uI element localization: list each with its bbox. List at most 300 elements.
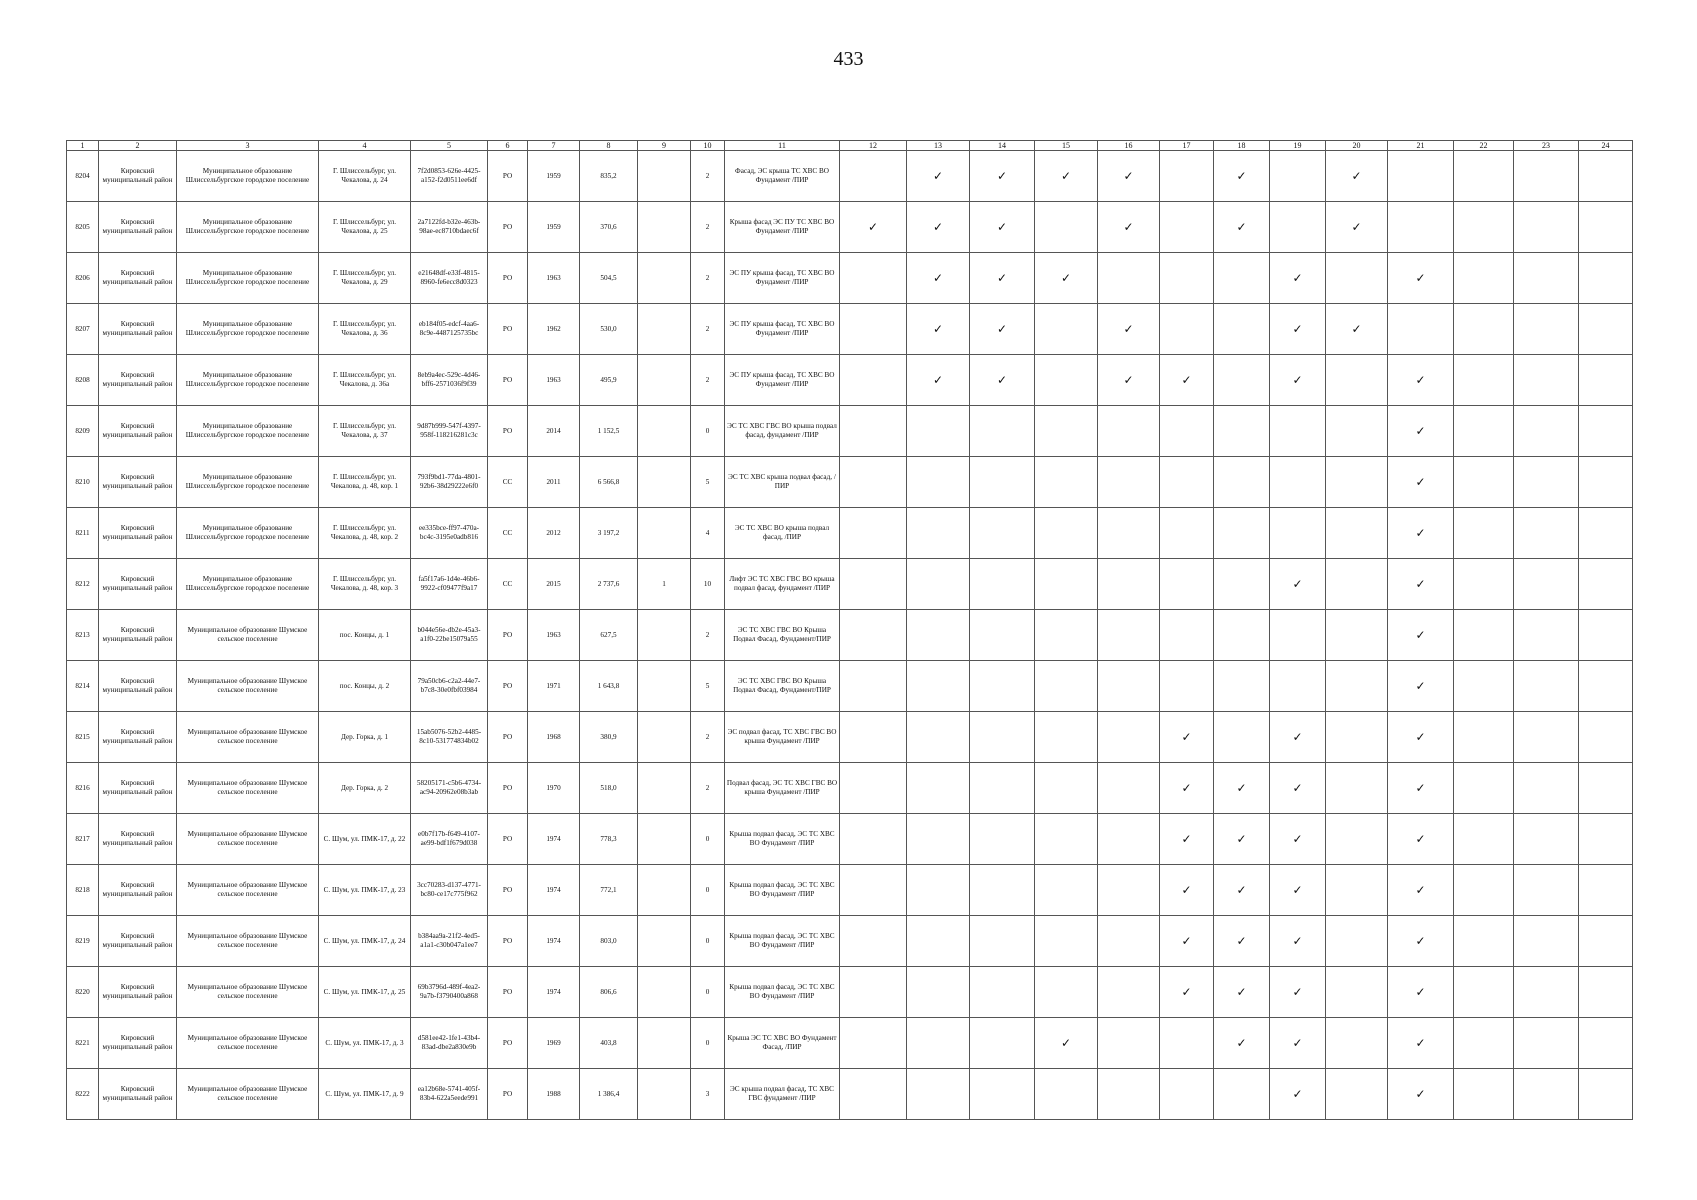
guid-cell: eb184f05-edcf-4aa6-8c9e-4487125735bc: [411, 304, 488, 355]
year-cell: 1968: [528, 712, 580, 763]
table-row: [67, 916, 1633, 967]
empty-cell: [1579, 355, 1633, 406]
district-cell: Кировский муниципальный район: [99, 916, 177, 967]
municipality-cell: Муниципальное образование Шлиссельбургское городское поселение: [177, 304, 319, 355]
empty-cell: [840, 865, 907, 916]
empty-cell: [1098, 406, 1160, 457]
check-mark-icon: ✓: [840, 202, 907, 253]
empty-cell: [1454, 610, 1514, 661]
col10-cell: 0: [691, 967, 725, 1018]
row-number: 8222: [67, 1069, 99, 1120]
col10-cell: 0: [691, 1018, 725, 1069]
table-row: [67, 661, 1633, 712]
col9-cell: [638, 814, 691, 865]
header-row: [67, 141, 1633, 151]
check-mark-icon: ✓: [1160, 865, 1214, 916]
col10-cell: 2: [691, 712, 725, 763]
col10-cell: 2: [691, 202, 725, 253]
check-mark-icon: ✓: [1098, 355, 1160, 406]
guid-cell: ea12b68e-5741-405f-83b4-622a5eede991: [411, 1069, 488, 1120]
municipality-cell: Муниципальное образование Шлиссельбургское городское поселение: [177, 559, 319, 610]
check-mark-icon: ✓: [1214, 202, 1270, 253]
row-number: 8214: [67, 661, 99, 712]
year-cell: 2012: [528, 508, 580, 559]
guid-cell: 793f9bd1-77da-4801-92b6-38d29222e6f0: [411, 457, 488, 508]
works-cell: ЭС ПУ крыша фасад, ТС ХВС ВО Фундамент /ПИР: [725, 253, 840, 304]
empty-cell: [1098, 253, 1160, 304]
works-cell: Крыша фасад ЭС ПУ ТС ХВС ВО Фундамент /ПИР: [725, 202, 840, 253]
empty-cell: [907, 814, 970, 865]
guid-cell: 69b3796d-489f-4ea2-9a7b-f3790400a868: [411, 967, 488, 1018]
year-cell: 1963: [528, 610, 580, 661]
table-row: [67, 559, 1633, 610]
empty-cell: [1326, 406, 1388, 457]
empty-cell: [1035, 508, 1098, 559]
col9-cell: [638, 406, 691, 457]
col10-cell: 2: [691, 355, 725, 406]
municipality-cell: Муниципальное образование Шлиссельбургское городское поселение: [177, 406, 319, 457]
empty-cell: [1035, 661, 1098, 712]
area-cell: 803,0: [580, 916, 638, 967]
empty-cell: [1214, 559, 1270, 610]
page-number: 433: [833, 48, 864, 70]
col9-cell: [638, 610, 691, 661]
table-row: [67, 610, 1633, 661]
check-mark-icon: ✓: [1160, 916, 1214, 967]
municipality-cell: Муниципальное образование Шумское сельское поселение: [177, 610, 319, 661]
column-header-6: 6: [488, 141, 528, 151]
year-cell: 1963: [528, 253, 580, 304]
empty-cell: [1326, 610, 1388, 661]
empty-cell: [1214, 1069, 1270, 1120]
empty-cell: [1514, 1018, 1579, 1069]
check-mark-icon: ✓: [1388, 1018, 1454, 1069]
district-cell: Кировский муниципальный район: [99, 355, 177, 406]
col9-cell: [638, 151, 691, 202]
empty-cell: [1514, 814, 1579, 865]
address-cell: С. Шум, ул. ПМК-17, д. 22: [319, 814, 411, 865]
column-header-5: 5: [411, 141, 488, 151]
col9-cell: [638, 355, 691, 406]
column-header-24: 24: [1579, 141, 1633, 151]
column-header-9: 9: [638, 141, 691, 151]
district-cell: Кировский муниципальный район: [99, 253, 177, 304]
empty-cell: [1098, 559, 1160, 610]
empty-cell: [1035, 814, 1098, 865]
empty-cell: [907, 916, 970, 967]
check-mark-icon: ✓: [970, 202, 1035, 253]
check-mark-icon: ✓: [1214, 967, 1270, 1018]
column-header-10: 10: [691, 141, 725, 151]
year-cell: 2011: [528, 457, 580, 508]
empty-cell: [1270, 457, 1326, 508]
empty-cell: [1579, 1018, 1633, 1069]
municipality-cell: Муниципальное образование Шлиссельбургское городское поселение: [177, 202, 319, 253]
empty-cell: [1514, 355, 1579, 406]
empty-cell: [1514, 304, 1579, 355]
empty-cell: [1326, 865, 1388, 916]
type-cell: РО: [488, 253, 528, 304]
empty-cell: [1270, 508, 1326, 559]
table-row: [67, 457, 1633, 508]
empty-cell: [1579, 967, 1633, 1018]
check-mark-icon: ✓: [1388, 457, 1454, 508]
municipality-cell: Муниципальное образование Шумское сельское поселение: [177, 967, 319, 1018]
empty-cell: [1514, 559, 1579, 610]
row-number: 8207: [67, 304, 99, 355]
empty-cell: [1270, 151, 1326, 202]
guid-cell: 8eb9a4ec-529c-4d46-bff6-2571036f9f39: [411, 355, 488, 406]
empty-cell: [1098, 967, 1160, 1018]
empty-cell: [1579, 559, 1633, 610]
empty-cell: [1160, 406, 1214, 457]
check-mark-icon: ✓: [1035, 253, 1098, 304]
works-cell: Крыша подвал фасад, ЭС ТС ХВС ВО Фундамент /ПИР: [725, 865, 840, 916]
empty-cell: [1098, 814, 1160, 865]
empty-cell: [1514, 763, 1579, 814]
empty-cell: [1214, 406, 1270, 457]
empty-cell: [1098, 508, 1160, 559]
municipality-cell: Муниципальное образование Шлиссельбургское городское поселение: [177, 151, 319, 202]
empty-cell: [840, 610, 907, 661]
empty-cell: [1579, 457, 1633, 508]
empty-cell: [840, 1018, 907, 1069]
district-cell: Кировский муниципальный район: [99, 967, 177, 1018]
empty-cell: [1160, 661, 1214, 712]
empty-cell: [1579, 610, 1633, 661]
empty-cell: [1035, 304, 1098, 355]
empty-cell: [1514, 457, 1579, 508]
check-mark-icon: ✓: [1388, 814, 1454, 865]
column-header-13: 13: [907, 141, 970, 151]
column-header-2: 2: [99, 141, 177, 151]
check-mark-icon: ✓: [1214, 763, 1270, 814]
municipality-cell: Муниципальное образование Шлиссельбургское городское поселение: [177, 508, 319, 559]
table-row: [67, 814, 1633, 865]
empty-cell: [1454, 916, 1514, 967]
empty-cell: [1035, 457, 1098, 508]
empty-cell: [1579, 406, 1633, 457]
row-number: 8220: [67, 967, 99, 1018]
district-cell: Кировский муниципальный район: [99, 151, 177, 202]
municipality-cell: Муниципальное образование Шумское сельское поселение: [177, 814, 319, 865]
empty-cell: [1454, 1069, 1514, 1120]
empty-cell: [1579, 763, 1633, 814]
column-header-23: 23: [1514, 141, 1579, 151]
check-mark-icon: ✓: [1160, 763, 1214, 814]
area-cell: 1 643,8: [580, 661, 638, 712]
empty-cell: [1098, 1018, 1160, 1069]
check-mark-icon: ✓: [1388, 763, 1454, 814]
empty-cell: [840, 457, 907, 508]
col10-cell: 0: [691, 865, 725, 916]
empty-cell: [1454, 304, 1514, 355]
check-mark-icon: ✓: [1270, 355, 1326, 406]
column-header-15: 15: [1035, 141, 1098, 151]
year-cell: 1963: [528, 355, 580, 406]
col10-cell: 0: [691, 814, 725, 865]
area-cell: 495,9: [580, 355, 638, 406]
works-cell: Крыша подвал фасад, ЭС ТС ХВС ВО Фундамент /ПИР: [725, 967, 840, 1018]
column-header-16: 16: [1098, 141, 1160, 151]
type-cell: РО: [488, 865, 528, 916]
area-cell: 772,1: [580, 865, 638, 916]
guid-cell: fa5f17a6-1d4e-46b6-9922-cf09477f9a17: [411, 559, 488, 610]
type-cell: РО: [488, 1018, 528, 1069]
empty-cell: [1270, 661, 1326, 712]
area-cell: 504,5: [580, 253, 638, 304]
empty-cell: [1214, 661, 1270, 712]
check-mark-icon: ✓: [1035, 1018, 1098, 1069]
column-header-21: 21: [1388, 141, 1454, 151]
works-cell: Фасад, ЭС крыша ТС ХВС ВО Фундамент /ПИР: [725, 151, 840, 202]
year-cell: 1974: [528, 865, 580, 916]
empty-cell: [1270, 610, 1326, 661]
row-number: 8206: [67, 253, 99, 304]
check-mark-icon: ✓: [1214, 1018, 1270, 1069]
column-header-18: 18: [1214, 141, 1270, 151]
empty-cell: [970, 916, 1035, 967]
empty-cell: [1270, 202, 1326, 253]
col9-cell: [638, 457, 691, 508]
check-mark-icon: ✓: [1098, 202, 1160, 253]
empty-cell: [970, 712, 1035, 763]
col9-cell: [638, 763, 691, 814]
district-cell: Кировский муниципальный район: [99, 1018, 177, 1069]
empty-cell: [1326, 559, 1388, 610]
check-mark-icon: ✓: [1326, 202, 1388, 253]
col9-cell: [638, 967, 691, 1018]
empty-cell: [1098, 865, 1160, 916]
guid-cell: d581ee42-1fe1-43b4-83ad-dbe2a830e9b: [411, 1018, 488, 1069]
area-cell: 2 737,6: [580, 559, 638, 610]
district-cell: Кировский муниципальный район: [99, 304, 177, 355]
empty-cell: [1514, 610, 1579, 661]
table-row: [67, 1069, 1633, 1120]
empty-cell: [840, 916, 907, 967]
empty-cell: [1326, 763, 1388, 814]
check-mark-icon: ✓: [1388, 610, 1454, 661]
table-row: [67, 967, 1633, 1018]
row-number: 8219: [67, 916, 99, 967]
empty-cell: [1160, 508, 1214, 559]
empty-cell: [970, 508, 1035, 559]
municipality-cell: Муниципальное образование Шумское сельское поселение: [177, 916, 319, 967]
table-row: [67, 202, 1633, 253]
column-header-19: 19: [1270, 141, 1326, 151]
table-row: [67, 1018, 1633, 1069]
empty-cell: [840, 814, 907, 865]
empty-cell: [1160, 253, 1214, 304]
table-row: [67, 865, 1633, 916]
address-cell: С. Шум, ул. ПМК-17, д. 3: [319, 1018, 411, 1069]
check-mark-icon: ✓: [1270, 967, 1326, 1018]
guid-cell: 7f2d0853-626e-4425-a152-f2d0511ee6df: [411, 151, 488, 202]
year-cell: 1974: [528, 814, 580, 865]
empty-cell: [1326, 355, 1388, 406]
guid-cell: ee335bce-ff97-470a-bc4c-3195e0adb816: [411, 508, 488, 559]
empty-cell: [1514, 712, 1579, 763]
empty-cell: [1326, 253, 1388, 304]
district-cell: Кировский муниципальный район: [99, 865, 177, 916]
address-cell: С. Шум, ул. ПМК-17, д. 9: [319, 1069, 411, 1120]
year-cell: 1962: [528, 304, 580, 355]
check-mark-icon: ✓: [1270, 253, 1326, 304]
empty-cell: [970, 1018, 1035, 1069]
empty-cell: [1098, 457, 1160, 508]
empty-cell: [1579, 712, 1633, 763]
column-header-12: 12: [840, 141, 907, 151]
column-header-11: 11: [725, 141, 840, 151]
row-number: 8213: [67, 610, 99, 661]
empty-cell: [1514, 865, 1579, 916]
empty-cell: [1454, 814, 1514, 865]
type-cell: РО: [488, 1069, 528, 1120]
empty-cell: [1035, 1069, 1098, 1120]
table-row: [67, 508, 1633, 559]
table-row: [67, 253, 1633, 304]
empty-cell: [1035, 712, 1098, 763]
works-cell: ЭС ТС ХВС крыша подвал фасад, /ПИР: [725, 457, 840, 508]
col9-cell: [638, 865, 691, 916]
check-mark-icon: ✓: [1388, 1069, 1454, 1120]
year-cell: 2014: [528, 406, 580, 457]
empty-cell: [1579, 151, 1633, 202]
type-cell: РО: [488, 151, 528, 202]
row-number: 8217: [67, 814, 99, 865]
year-cell: 2015: [528, 559, 580, 610]
district-cell: Кировский муниципальный район: [99, 559, 177, 610]
guid-cell: e0b7f17b-f649-4107-ae99-bdf1f679d038: [411, 814, 488, 865]
empty-cell: [970, 559, 1035, 610]
empty-cell: [840, 355, 907, 406]
check-mark-icon: ✓: [907, 355, 970, 406]
district-cell: Кировский муниципальный район: [99, 508, 177, 559]
check-mark-icon: ✓: [1270, 763, 1326, 814]
address-cell: пос. Концы, д. 2: [319, 661, 411, 712]
year-cell: 1974: [528, 916, 580, 967]
check-mark-icon: ✓: [1388, 712, 1454, 763]
empty-cell: [1579, 865, 1633, 916]
empty-cell: [840, 661, 907, 712]
table-row: [67, 712, 1633, 763]
empty-cell: [1035, 559, 1098, 610]
address-cell: Г. Шлиссельбург, ул. Чекалова, д. 48, кор. 2: [319, 508, 411, 559]
check-mark-icon: ✓: [1098, 304, 1160, 355]
column-header-3: 3: [177, 141, 319, 151]
district-cell: Кировский муниципальный район: [99, 1069, 177, 1120]
empty-cell: [970, 406, 1035, 457]
check-mark-icon: ✓: [1160, 967, 1214, 1018]
address-cell: Г. Шлиссельбург, ул. Чекалова, д. 36а: [319, 355, 411, 406]
table-row: [67, 304, 1633, 355]
district-cell: Кировский муниципальный район: [99, 763, 177, 814]
col9-cell: [638, 304, 691, 355]
check-mark-icon: ✓: [1214, 865, 1270, 916]
empty-cell: [1579, 202, 1633, 253]
empty-cell: [1454, 406, 1514, 457]
guid-cell: 2a7122fd-b32e-463b-98ae-ec8710bdaec6f: [411, 202, 488, 253]
check-mark-icon: ✓: [1326, 304, 1388, 355]
col9-cell: [638, 1018, 691, 1069]
col10-cell: 4: [691, 508, 725, 559]
address-cell: С. Шум, ул. ПМК-17, д. 25: [319, 967, 411, 1018]
empty-cell: [907, 967, 970, 1018]
empty-cell: [1326, 916, 1388, 967]
empty-cell: [1214, 457, 1270, 508]
check-mark-icon: ✓: [1035, 151, 1098, 202]
address-cell: пос. Концы, д. 1: [319, 610, 411, 661]
area-cell: 3 197,2: [580, 508, 638, 559]
col10-cell: 2: [691, 610, 725, 661]
row-number: 8218: [67, 865, 99, 916]
empty-cell: [840, 763, 907, 814]
empty-cell: [970, 763, 1035, 814]
empty-cell: [970, 814, 1035, 865]
check-mark-icon: ✓: [1270, 1069, 1326, 1120]
empty-cell: [1098, 1069, 1160, 1120]
check-mark-icon: ✓: [970, 253, 1035, 304]
empty-cell: [970, 967, 1035, 1018]
empty-cell: [907, 1018, 970, 1069]
empty-cell: [1035, 916, 1098, 967]
empty-cell: [1214, 253, 1270, 304]
type-cell: РО: [488, 712, 528, 763]
empty-cell: [1326, 1069, 1388, 1120]
empty-cell: [1514, 967, 1579, 1018]
row-number: 8210: [67, 457, 99, 508]
check-mark-icon: ✓: [1388, 559, 1454, 610]
empty-cell: [840, 1069, 907, 1120]
check-mark-icon: ✓: [970, 355, 1035, 406]
empty-cell: [907, 610, 970, 661]
type-cell: РО: [488, 304, 528, 355]
check-mark-icon: ✓: [1160, 712, 1214, 763]
area-cell: 518,0: [580, 763, 638, 814]
empty-cell: [907, 865, 970, 916]
address-cell: Г. Шлиссельбург, ул. Чекалова, д. 29: [319, 253, 411, 304]
guid-cell: 58205171-c5b6-4734-ac94-20962e08b3ab: [411, 763, 488, 814]
empty-cell: [1035, 610, 1098, 661]
address-cell: Г. Шлиссельбург, ул. Чекалова, д. 48, кор. 3: [319, 559, 411, 610]
empty-cell: [1514, 916, 1579, 967]
column-header-7: 7: [528, 141, 580, 151]
empty-cell: [1454, 967, 1514, 1018]
empty-cell: [1454, 865, 1514, 916]
check-mark-icon: ✓: [1214, 814, 1270, 865]
table-row: [67, 406, 1633, 457]
empty-cell: [1579, 1069, 1633, 1120]
works-cell: ЭС подвал фасад, ТС ХВС ГВС ВО крыша Фундамент /ПИР: [725, 712, 840, 763]
table-row: [67, 355, 1633, 406]
district-cell: Кировский муниципальный район: [99, 202, 177, 253]
type-cell: РО: [488, 406, 528, 457]
empty-cell: [840, 253, 907, 304]
empty-cell: [1454, 355, 1514, 406]
check-mark-icon: ✓: [1270, 559, 1326, 610]
empty-cell: [1454, 1018, 1514, 1069]
empty-cell: [1454, 457, 1514, 508]
municipality-cell: Муниципальное образование Шумское сельское поселение: [177, 865, 319, 916]
empty-cell: [840, 712, 907, 763]
year-cell: 1974: [528, 967, 580, 1018]
col9-cell: [638, 253, 691, 304]
check-mark-icon: ✓: [1388, 406, 1454, 457]
works-cell: Крыша подвал фасад, ЭС ТС ХВС ВО Фундамент /ПИР: [725, 814, 840, 865]
address-cell: Дер. Горка, д. 2: [319, 763, 411, 814]
guid-cell: b384aa9a-21f2-4ed5-a1a1-c30b047a1ee7: [411, 916, 488, 967]
empty-cell: [1454, 763, 1514, 814]
